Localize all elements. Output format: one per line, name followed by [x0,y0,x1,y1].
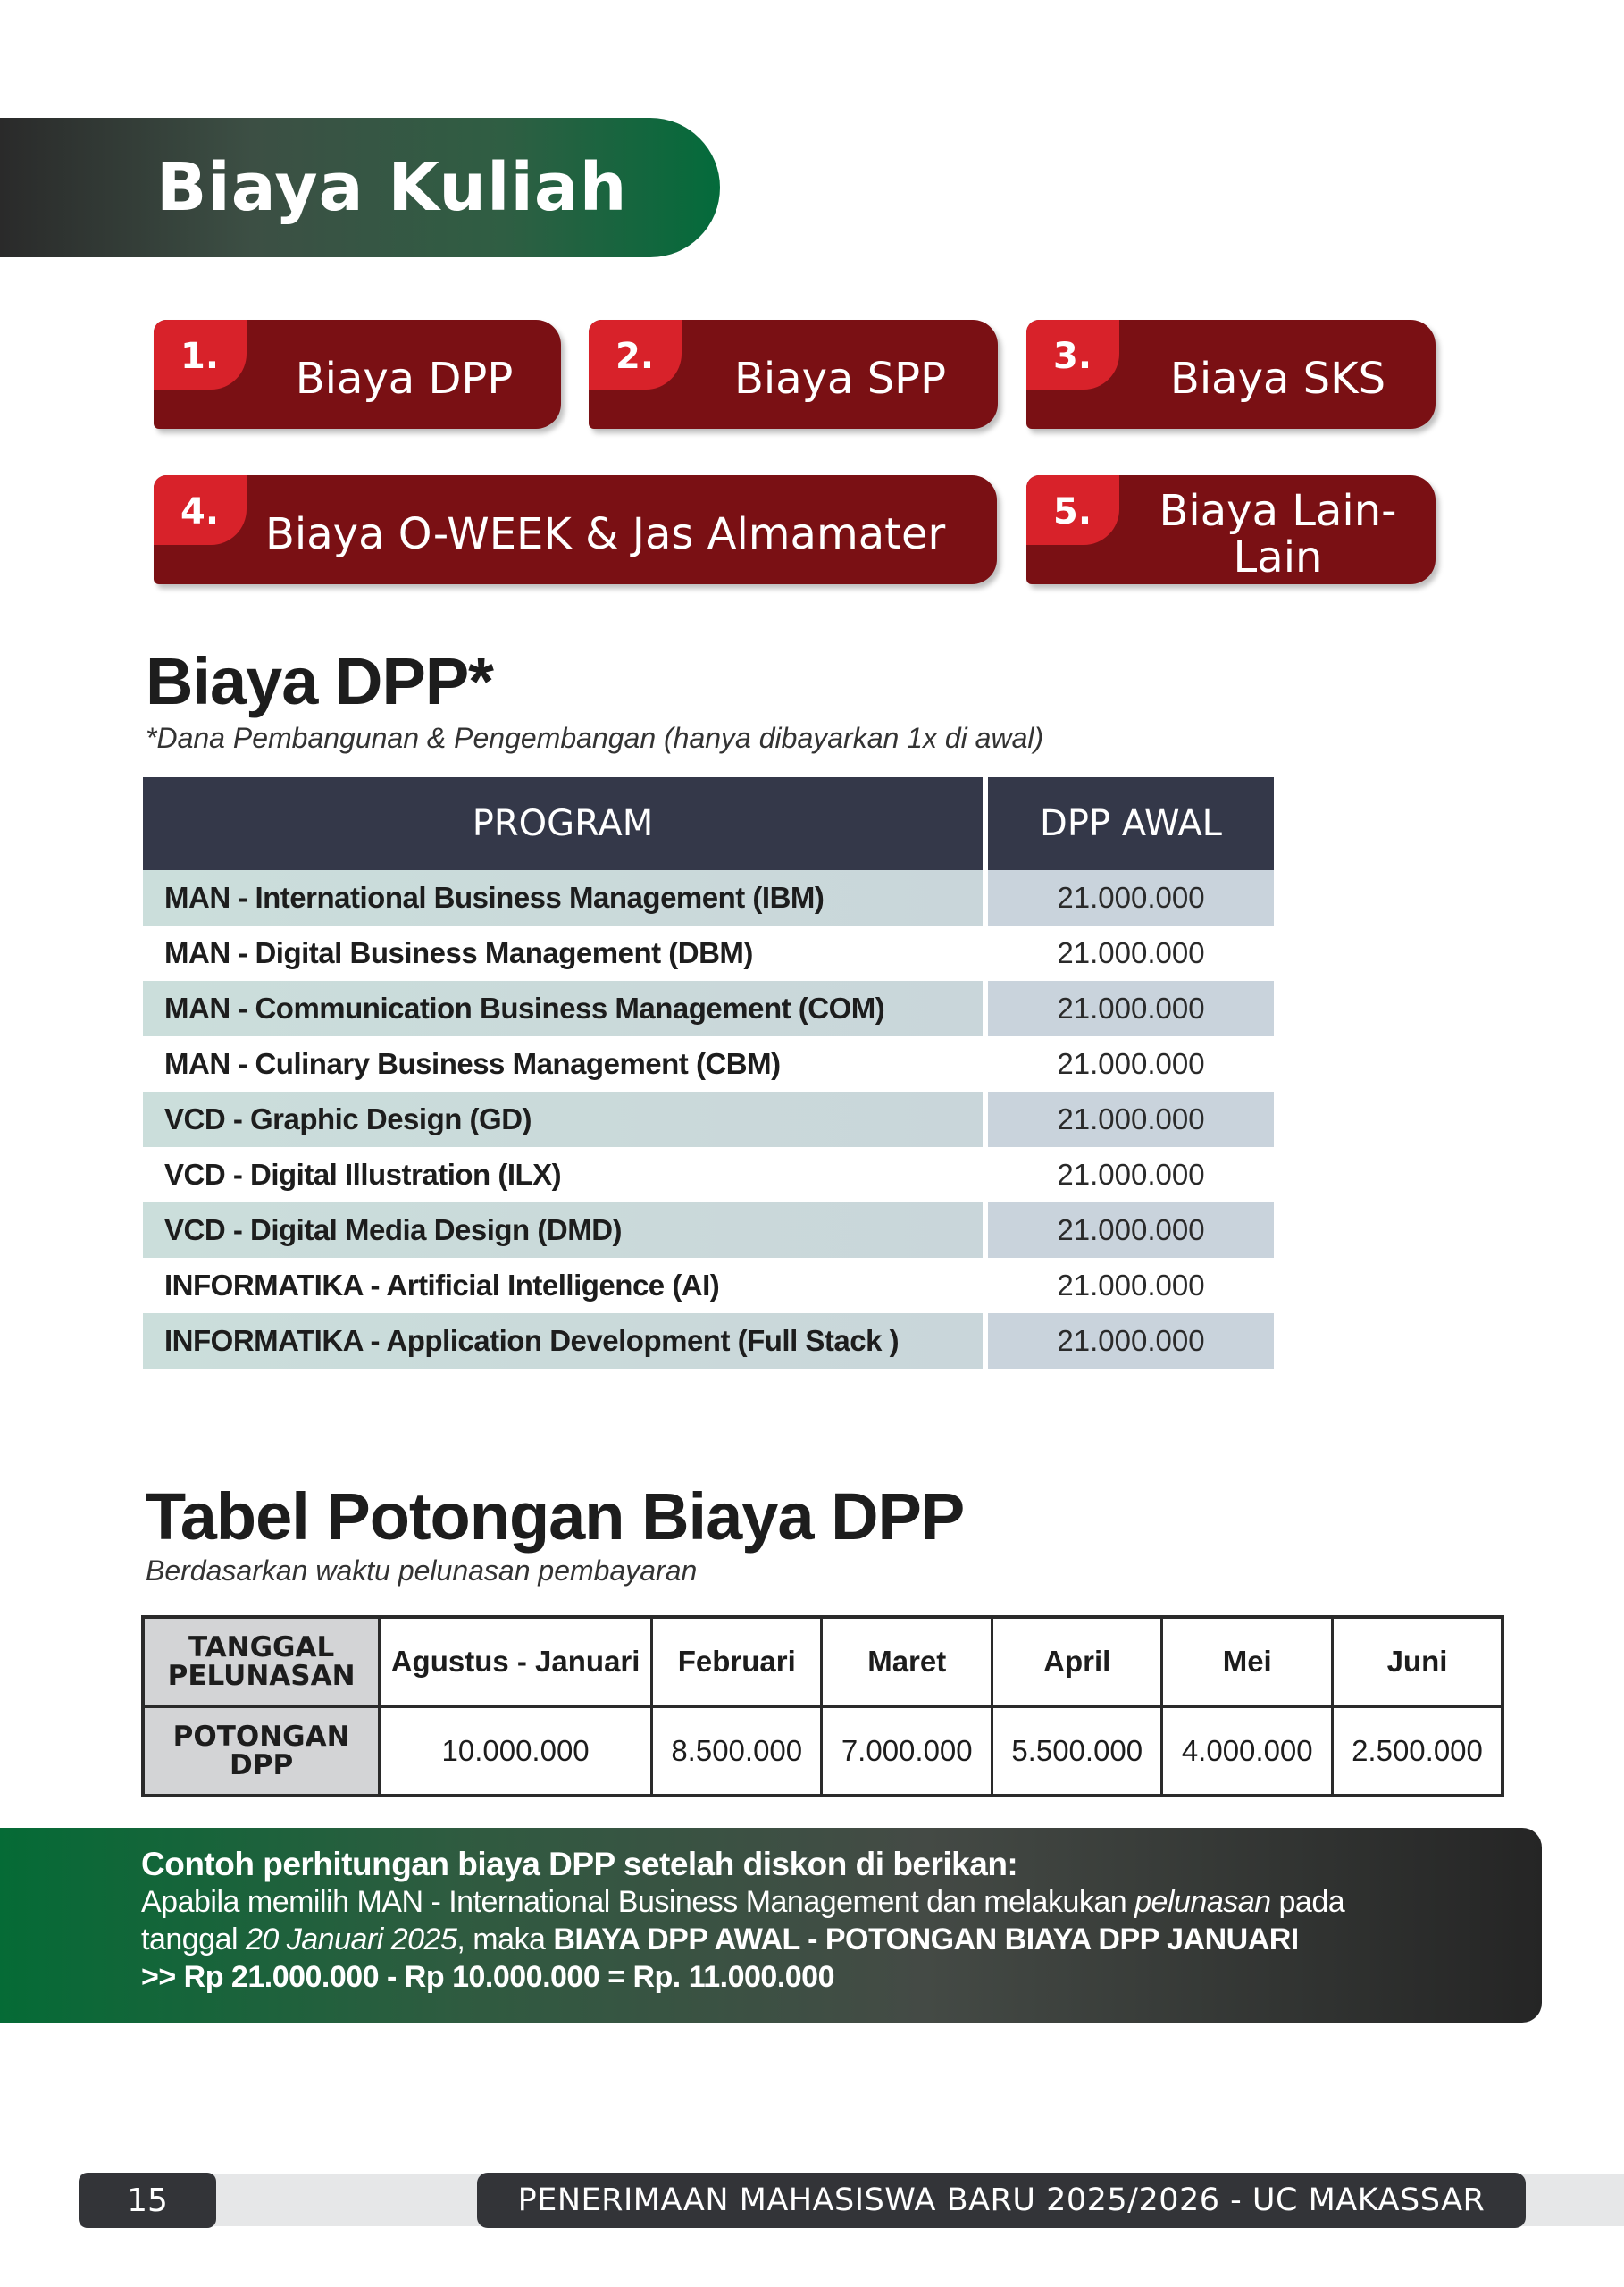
example-text: , maka [456,1923,554,1956]
table-row-discounts [143,1706,1503,1796]
program-cell: VCD - Digital Illustration (ILX) [164,1158,562,1191]
program-cell: MAN - Culinary Business Management (CBM) [164,1047,781,1080]
discount-section-subtitle: Berdasarkan waktu pelunasan pembayaran [146,1554,698,1587]
example-calculation-box [0,1828,1542,2023]
amount-cell: 21.000.000 [988,1092,1274,1147]
period-cell: Agustus - Januari [380,1617,652,1706]
footer-title: PENERIMAAN MAHASISWA BARU 2025/2026 - UC MAKASSAR [477,2173,1526,2228]
example-text: Apabila memilih MAN - International Business Management dan melakukan [141,1885,1135,1919]
category-button-sks[interactable] [1026,320,1436,429]
example-title: Contoh perhitungan biaya DPP setelah diskon di berikan: [141,1846,1018,1882]
example-formula: BIAYA DPP AWAL - POTONGAN BIAYA DPP JANUARI [553,1923,1299,1956]
amount-cell: 21.000.000 [1057,1269,1205,1302]
example-text: pada [1270,1885,1345,1919]
dpp-section-title: Biaya DPP* [146,644,493,718]
amount-cell: 21.000.000 [1057,1158,1205,1191]
period-cell: Juni [1332,1617,1503,1706]
category-label: Biaya SKS [1169,354,1386,404]
table-row-periods [143,1617,1503,1706]
title-banner [0,118,720,257]
column-header-dpp-awal: DPP AWAL [988,777,1274,870]
period-cell: April [992,1617,1162,1706]
table-row [143,1147,1274,1202]
table-row [143,870,1274,926]
table-row [143,981,1274,1036]
example-line-2 [141,1921,1542,1958]
program-cell: MAN - International Business Management (IBM) [143,870,983,926]
table-row [143,926,1274,981]
period-cell: Februari [651,1617,822,1706]
row-header-tanggal: TANGGAL PELUNASAN [143,1617,380,1706]
example-line-1 [141,1883,1542,1921]
dpp-table-header [143,777,1274,870]
program-cell: MAN - Communication Business Management (COM) [143,981,983,1036]
table-row [143,1202,1274,1258]
category-button-oweek[interactable] [154,475,997,584]
period-cell: Mei [1162,1617,1333,1706]
example-text: tanggal [141,1923,246,1956]
discount-cell: 4.000.000 [1162,1706,1333,1796]
amount-cell: 21.000.000 [988,1202,1274,1258]
amount-cell: 21.000.000 [1057,936,1205,969]
program-cell: VCD - Digital Media Design (DMD) [143,1202,983,1258]
page-title: Biaya Kuliah [156,149,628,226]
amount-cell: 21.000.000 [988,1313,1274,1369]
discount-cell: 10.000.000 [380,1706,652,1796]
discount-cell: 5.500.000 [992,1706,1162,1796]
category-button-dpp[interactable] [154,320,561,429]
category-button-lain-lain[interactable] [1026,475,1436,584]
category-number: 3. [1053,336,1092,377]
category-number: 5. [1053,491,1092,532]
category-label: Biaya O-WEEK & Jas Almamater [265,509,946,559]
column-header-program: PROGRAM [143,777,983,870]
example-date: 20 Januari 2025 [246,1923,457,1956]
category-number: 1. [180,336,220,377]
period-cell: Maret [822,1617,992,1706]
row-header-potongan: POTONGAN DPP [143,1706,380,1796]
discount-cell: 7.000.000 [822,1706,992,1796]
example-result: >> Rp 21.000.000 - Rp 10.000.000 = Rp. 11.000.000 [141,1960,834,1994]
dpp-section-subtitle: *Dana Pembangunan & Pengembangan (hanya dibayarkan 1x di awal) [146,722,1044,754]
discount-cell: 8.500.000 [651,1706,822,1796]
category-label: Biaya DPP [295,354,514,404]
amount-cell: 21.000.000 [988,981,1274,1036]
discount-cell: 2.500.000 [1332,1706,1503,1796]
category-button-spp[interactable] [589,320,998,429]
example-text-italic: pelunasan [1134,1885,1271,1919]
program-cell: INFORMATIKA - Artificial Intelligence (AI) [164,1269,720,1302]
page-number: 15 [79,2173,216,2228]
program-cell: INFORMATIKA - Application Development (Full Stack ) [143,1313,983,1369]
table-row [143,1313,1274,1369]
category-label: Biaya SPP [733,354,947,404]
table-row [143,1258,1274,1313]
program-cell: MAN - Digital Business Management (DBM) [164,936,753,969]
discount-section-title: Tabel Potongan Biaya DPP [146,1479,965,1554]
table-row [143,1092,1274,1147]
category-number: 2. [615,336,655,377]
category-number: 4. [180,491,220,532]
amount-cell: 21.000.000 [1057,1047,1205,1080]
table-row [143,1036,1274,1092]
discount-table [141,1615,1504,1797]
program-cell: VCD - Graphic Design (GD) [143,1092,983,1147]
amount-cell: 21.000.000 [988,870,1274,926]
category-label: Biaya Lain-Lain [1159,486,1397,582]
dpp-table [143,777,1274,1369]
